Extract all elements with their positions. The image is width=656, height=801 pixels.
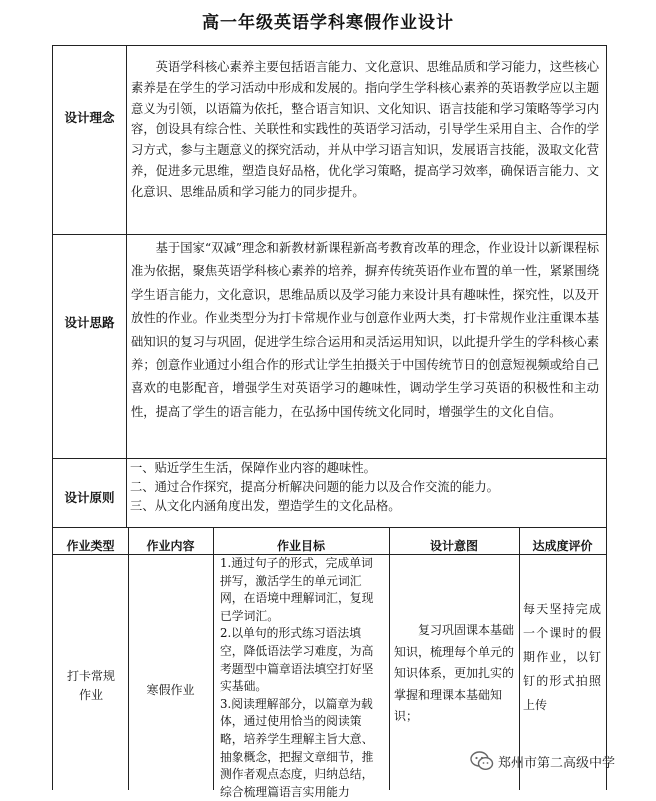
header-evaluation: 达成度评价 — [532, 539, 593, 553]
row-type: 打卡常规作业 — [66, 669, 115, 702]
design-concept-label: 设计理念 — [64, 110, 115, 125]
header-type: 作业类型 — [66, 539, 115, 553]
design-concept-text: 英语学科核心素养主要包括语言能力、文化意识、思维品质和学习能力，这些核心素养是在学生的学习活动中形成和发展的。指向学生学科核心素养的英语教学应以主题意义为引领，以语篇为依托，整合语言知识、文化知识、语言技能和学习策略等学习内容，创设具有综合性、关联性和实践性的英语学习活动，引导学生采用自主、合作的学习方式，参与主题意义的探究活动，并从中学习语言知识，发展语言技能，汲取文化营养，促进多元思维，塑造良好品格，优化学习策略，提高学习效率，确保语言能力、文化意识、思维品质和学习能力的同步提升。 — [131, 60, 599, 199]
column-divider — [126, 46, 127, 527]
row-content: 寒假作业 — [146, 683, 195, 697]
column-divider — [213, 527, 214, 790]
design-principles-list — [130, 459, 600, 516]
header-content: 作业内容 — [146, 539, 195, 553]
column-divider — [128, 527, 129, 790]
design-principles-label: 设计原则 — [64, 490, 115, 505]
header-goal: 作业目标 — [276, 539, 325, 553]
row-goals — [220, 555, 384, 799]
goal-item: 1.通过句子的形式，完成单词拼写，激活学生的单元词汇网，在语境中理解词汇，复现已学词汇。 — [220, 556, 374, 623]
wechat-icon — [470, 750, 494, 772]
goal-item: 2.以单句的形式练习语法填空，降低语法学习难度，为高考题型中篇章语法填空打好坚实基础。 — [220, 626, 374, 694]
row-divider — [53, 527, 606, 528]
watermark-text: 郑州市第二高级中学 — [498, 755, 616, 771]
goal-item: 3.阅读理解部分，以篇章为载体，通过使用恰当的阅读策略，培养学生理解主旨大意、抽象概念，把握文章细节，推测作者观点态度，归纳总结，综合梳理篇语言实用能力 — [220, 696, 374, 799]
watermark — [470, 746, 656, 776]
header-intent: 设计意图 — [429, 539, 478, 553]
design-thinking-label: 设计思路 — [64, 315, 115, 330]
document-title: 高一年级英语学科寒假作业设计 — [202, 13, 454, 33]
row-divider — [53, 234, 606, 235]
principle-item: 二、通过合作探究，提高分析解决问题的能力以及合作交流的能力。 — [130, 480, 499, 494]
principle-item: 三、从文化内涵角度出发，塑造学生的文化品格。 — [130, 499, 401, 513]
row-evaluation: 每天坚持完成一个课时的假期作业，以钉钉的形式拍照上传 — [523, 602, 601, 712]
column-divider — [389, 527, 390, 790]
row-intent: 复习巩固课本基础知识，梳理每个单元的知识体系，更加扎实的掌握和理课本基础知识； — [394, 623, 515, 723]
design-thinking-text: 基于国家“双减”理念和新教材新课程新高考教育改革的理念，作业设计以新课程标准为依据，聚焦英语学科核心素养的培养，摒弃传统英语作业布置的单一性，紧紧围绕学生语言能力，文化意识，思维品质以及学习能力来设计具有趣味性，探究性，以及开放性的作业。作业类型分为打卡常规作业与创意作业两大类，打卡常规作业注重课本基础知识的复习与巩固，促进学生综合运用和灵活运用知识，以此提升学生的学科核心素养；创意作业通过小组合作的形式让学生拍摄关于中国传统节日的创意短视频或给自己喜欢的电影配音，增强学生对英语学习的趣味性，调动学生学习英语的积极性和主动性，提高了学生的语言能力，在弘扬中国传统文化同时，增强学生的文化自信。 — [131, 241, 599, 419]
principle-item: 一、贴近学生生活，保障作业内容的趣味性。 — [130, 461, 376, 475]
